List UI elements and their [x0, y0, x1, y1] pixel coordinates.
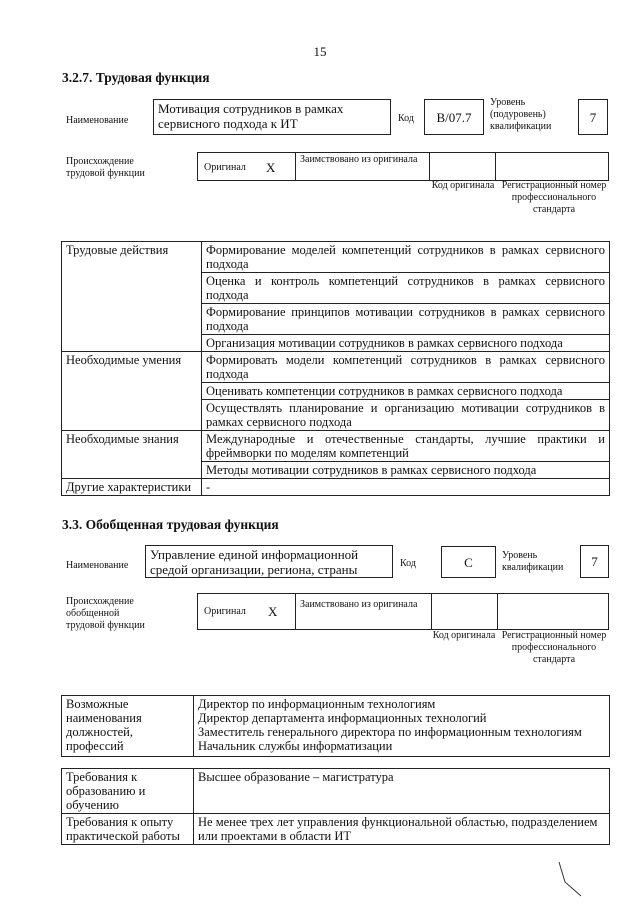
table-cell: Организация мотивации сотрудников в рамках сервисного подхода: [202, 335, 610, 352]
original-label: Оригинал: [204, 162, 246, 173]
divider: [495, 153, 496, 180]
row-label: Трудовые действия: [62, 242, 202, 352]
code-original-caption: Код оригинала: [431, 180, 495, 191]
row-label: Необходимые умения: [62, 352, 202, 431]
code-original-caption: Код оригинала: [432, 630, 496, 641]
row-label: Другие характеристики: [62, 479, 202, 496]
table-cell: Не менее трех лет управления функциональной областью, подразделением или проектами в области ИТ: [194, 814, 610, 845]
original-mark: X: [266, 160, 276, 175]
function-details-table: [61, 241, 610, 496]
table-row: [62, 769, 610, 814]
name-label: Наименование: [66, 115, 129, 126]
positions-table: [61, 695, 610, 757]
row-label: Требования к опыту практической работы: [62, 814, 194, 845]
level-value: 7: [589, 110, 597, 125]
level-box: [578, 99, 608, 135]
section-heading: 3.3. Обобщенная трудовая функция: [62, 517, 279, 532]
table-row: [62, 352, 610, 383]
row-label: Требования к образованию и обучению: [62, 769, 194, 814]
original-label: Оригинал: [204, 606, 246, 617]
table-row: [62, 431, 610, 462]
code-box: [424, 99, 484, 135]
table-cell: Методы мотивации сотрудников в рамках сервисного подхода: [202, 462, 610, 479]
function-name-box: [153, 99, 391, 135]
row-label: Необходимые знания: [62, 431, 202, 479]
divider: [295, 594, 296, 629]
code-box: [441, 546, 496, 578]
function-name: Управление единой информационной средой организации, региона, страны: [150, 547, 359, 577]
table-row: [62, 479, 610, 496]
function-name-box: [145, 545, 393, 578]
level-label: Уровень квалификации: [502, 550, 564, 573]
divider: [497, 594, 498, 629]
code-label: Код: [400, 558, 416, 569]
level-box: [580, 545, 609, 578]
divider: [431, 594, 432, 629]
original-mark: X: [268, 604, 278, 619]
function-name: Мотивация сотрудников в рамках сервисного подхода к ИТ: [158, 101, 344, 131]
borrowed-label: Заимствовано из оригинала: [300, 154, 418, 165]
table-cell: Формирование моделей компетенций сотрудников в рамках сервисного подхода: [202, 242, 610, 273]
table-cell: Международные и отечественные стандарты, лучшие практики и фреймворки по моделям компетенций: [202, 431, 610, 462]
origin-table: [197, 152, 609, 181]
table-cell: -: [202, 479, 610, 496]
code-value: B/07.7: [436, 110, 472, 125]
reg-number-caption: Регистрационный номер профессионального стандарта: [501, 630, 607, 665]
code-value: C: [464, 555, 473, 570]
origin-table: [197, 593, 609, 630]
level-label: Уровень (подуровень) квалификации: [490, 97, 552, 132]
section-heading: 3.2.7. Трудовая функция: [62, 70, 210, 85]
page-number: 15: [313, 44, 327, 59]
reg-number-caption: Регистрационный номер профессионального стандарта: [501, 180, 607, 215]
divider: [295, 153, 296, 180]
borrowed-label: Заимствовано из оригинала: [300, 599, 418, 610]
table-row: [62, 242, 610, 273]
origin-label: Происхождение трудовой функции: [66, 156, 145, 179]
position-item: Заместитель генерального директора по информационным технологиям: [198, 725, 582, 739]
position-item: Начальник службы информатизации: [198, 739, 393, 753]
code-label: Код: [398, 113, 414, 124]
position-item: Директор департамента информационных технологий: [198, 711, 487, 725]
positions-list: [194, 696, 610, 757]
table-cell: Формировать модели компетенций сотрудников в рамках сервисного подхода: [202, 352, 610, 383]
level-value: 7: [591, 554, 598, 569]
table-cell: Оценивать компетенции сотрудников в рамках сервисного подхода: [202, 383, 610, 400]
position-item: Директор по информационным технологиям: [198, 697, 436, 711]
table-cell: Оценка и контроль компетенций сотрудников в рамках сервисного подхода: [202, 273, 610, 304]
table-cell: Формирование принципов мотивации сотрудников в рамках сервисного подхода: [202, 304, 610, 335]
name-label: Наименование: [66, 560, 129, 571]
table-row: [62, 814, 610, 845]
origin-label: Происхождение обобщенной трудовой функции: [66, 596, 145, 631]
row-label: Возможные наименования должностей, профессий: [62, 696, 194, 757]
divider: [429, 153, 430, 180]
table-cell: Осуществлять планирование и организацию мотивации сотрудников в рамках сервисного подхода: [202, 400, 610, 431]
table-row: [62, 696, 610, 757]
signature-mark: [555, 860, 585, 900]
table-cell: Высшее образование – магистратура: [194, 769, 610, 814]
requirements-table: [61, 768, 610, 845]
